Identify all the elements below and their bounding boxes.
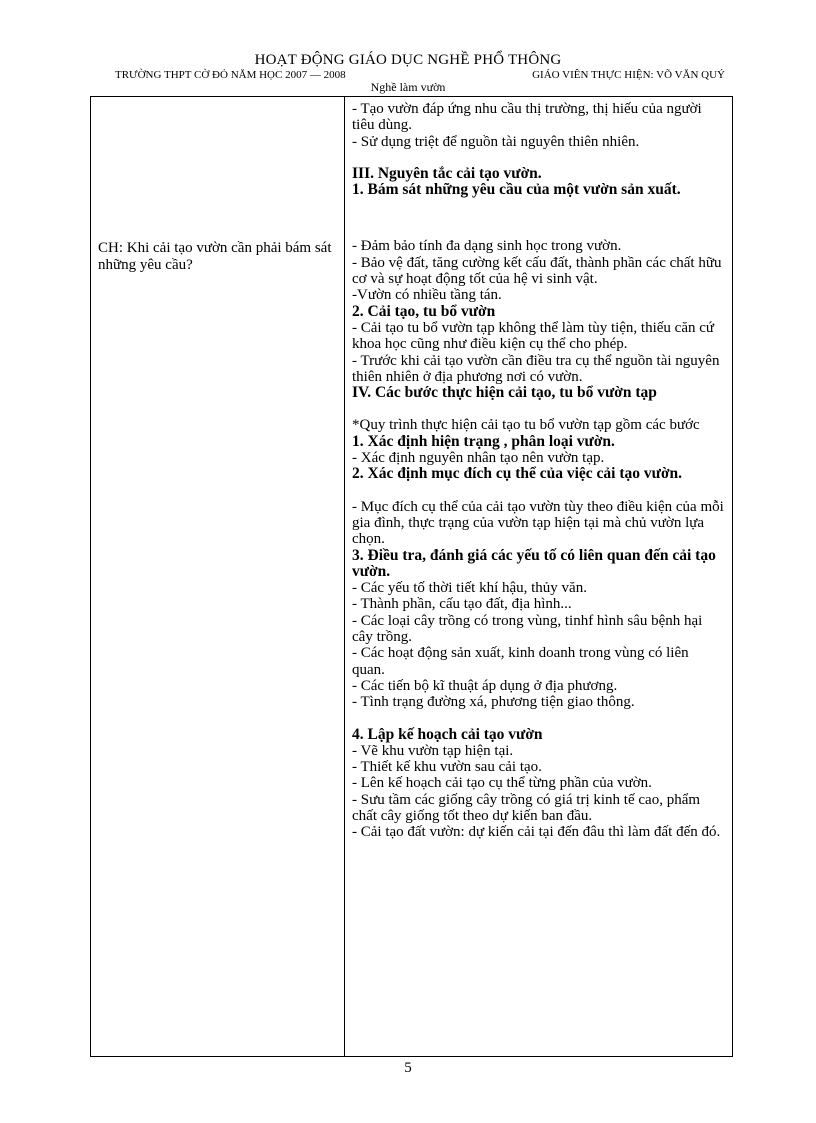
document-title: HOẠT ĐỘNG GIÁO DỤC NGHỀ PHỔ THÔNG — [254, 52, 562, 68]
content-line: - Lên kế hoạch cải tạo cụ thể từng phần của vườn. — [352, 775, 652, 792]
question-text: CH: Khi cải tạo vườn cần phải bám sát những yêu cầu? — [98, 240, 332, 273]
subsection-heading: 1. Bám sát những yêu cầu của một vườn sản xuất. — [352, 181, 681, 199]
content-column — [345, 97, 733, 1057]
section-heading: IV. Các bước thực hiện cải tạo, tu bổ vườn tạp — [352, 384, 657, 402]
content-line: - Sử dụng triệt để nguồn tài nguyên thiên nhiên. — [352, 133, 640, 150]
content-line: - Đảm bảo tính đa dạng sinh học trong vườn. — [352, 238, 622, 255]
content-line: - Thiết kế khu vườn sau cải tạo. — [352, 759, 542, 776]
content-line: - Bảo vệ đất, tăng cường kết cấu đất, thành phần các chất hữu cơ và sự hoạt động tốt của hệ vi sinh vật. — [352, 254, 722, 288]
content-line: - Trước khi cải tạo vườn cần điều tra cụ thể nguồn tài nguyên thiên nhiên ở địa phương nơi có vườn. — [352, 352, 720, 385]
table-row — [91, 97, 733, 1057]
content-line: - Các tiến bộ kĩ thuật áp dụng ở địa phương. — [352, 677, 618, 694]
content-line: - Vẽ khu vườn tạp hiện tại. — [352, 742, 514, 759]
subsection-heading: 2. Cải tạo, tu bổ vườn — [352, 302, 496, 320]
lesson-content — [345, 97, 732, 841]
subsection-heading: 4. Lập kế hoạch cải tạo vườn — [352, 725, 543, 743]
content-line: - Tình trạng đường xá, phương tiện giao thông. — [352, 694, 635, 711]
content-line: - Mục đích cụ thể của cải tạo vườn tùy theo điều kiện của mỗi gia đình, thực trạng của vườn tạp hiện tại mà chủ vườn lựa chọn. — [352, 498, 724, 548]
teacher-activity-column — [91, 97, 345, 1057]
lesson-table — [90, 96, 733, 1057]
content-line: - Xác định nguyên nhân tạo nên vườn tạp. — [352, 450, 605, 467]
content-line: - Các yếu tố thời tiết khí hậu, thủy văn. — [352, 580, 587, 597]
content-line: - Các hoạt động sản xuất, kinh doanh trong vùng có liên quan. — [352, 645, 689, 678]
subsection-heading: 1. Xác định hiện trạng , phân loại vườn. — [352, 432, 615, 450]
page-header — [0, 52, 816, 94]
subsection-heading: 2. Xác định mục đích cụ thể của việc cải tạo vườn. — [352, 465, 683, 483]
section-heading: III. Nguyên tắc cải tạo vườn. — [352, 164, 542, 182]
subsection-heading: 3. Điều tra, đánh giá các yếu tố có liên quan đến cải tạo vườn. — [352, 546, 716, 580]
content-line: -Vườn có nhiều tầng tán. — [352, 287, 502, 304]
content-line: - Thành phần, cấu tạo đất, địa hình... — [352, 596, 572, 613]
content-line: - Sưu tầm các giống cây trồng có giá trị kinh tế cao, phẩm chất cây giống tốt theo dự kiến ban đầu. — [352, 791, 701, 824]
school-year: TRƯỜNG THPT CỜ ĐỎ NĂM HỌC 2007 — 2008 — [115, 69, 346, 81]
content-line: - Cải tạo đất vườn: dự kiến cải tại đến đâu thì làm đất đến đó. — [352, 824, 721, 841]
page-number: 5 — [404, 1060, 412, 1076]
content-line: *Quy trình thực hiện cải tạo tu bổ vườn tạp gồm các bước — [352, 417, 700, 434]
subject-name: Nghề làm vườn — [370, 80, 446, 94]
teacher-name: GIÁO VIÊN THỰC HIỆN: VÕ VĂN QUÝ — [532, 69, 725, 81]
content-line: - Cải tạo tu bổ vườn tạp không thể làm tùy tiện, thiếu căn cứ khoa học cũng như điều kiện cụ thể cho phép. — [352, 319, 715, 353]
content-line: - Các loại cây trồng có trong vùng, tinhf hình sâu bệnh hại cây trồng. — [352, 612, 703, 646]
content-line: - Tạo vườn đáp ứng nhu cầu thị trường, thị hiếu của người tiêu dùng. — [352, 101, 702, 134]
